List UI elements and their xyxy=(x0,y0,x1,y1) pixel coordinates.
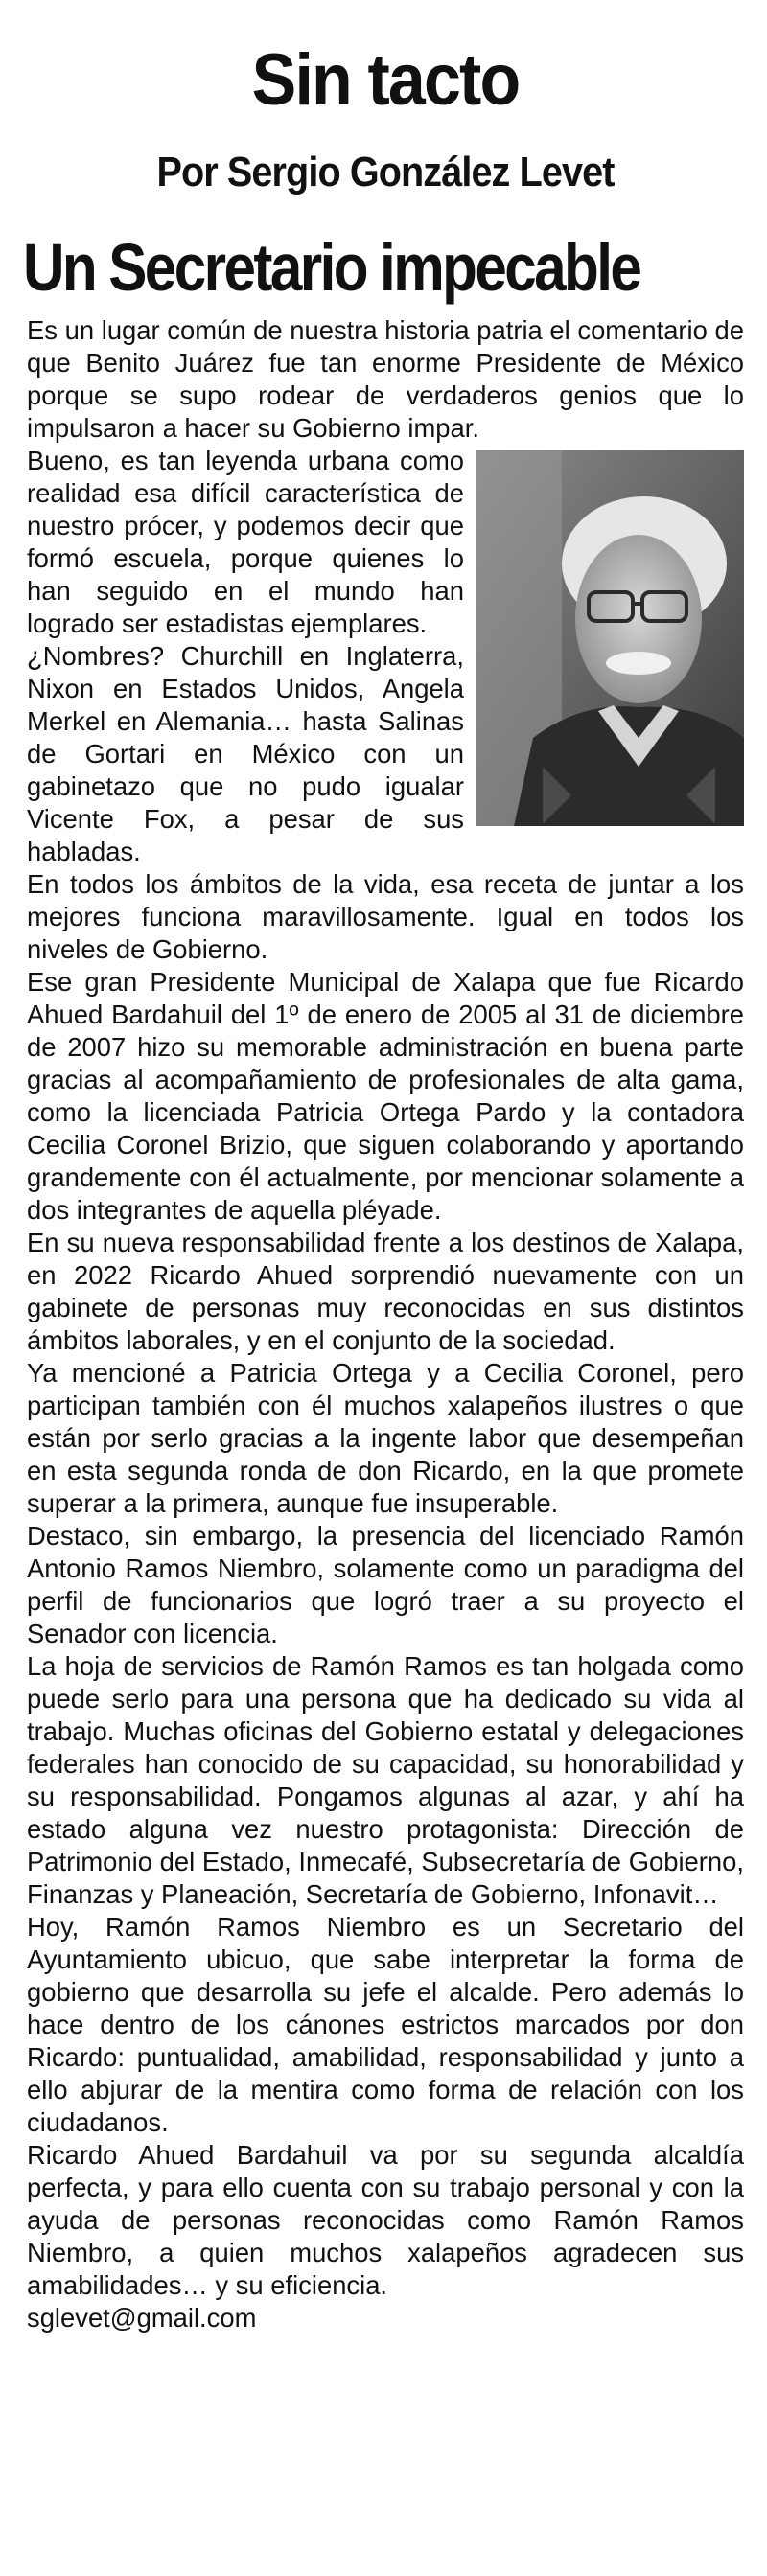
paragraph: Bueno, es tan leyenda urbana como realidad esa difícil característica de nuestro prócer, y podemos decir que formó escuela, porque quienes lo han seguido en el mundo han logrado ser estadistas ejemplares. xyxy=(27,446,464,638)
paragraph: Destaco, sin embargo, la presencia del licenciado Ramón Antonio Ramos Niembro, solamente como un paradigma del perfil de funcionarios que logró traer a su proyecto el Senador con licencia. xyxy=(27,1521,744,1648)
paragraph: La hoja de servicios de Ramón Ramos es tan holgada como puede serlo para una persona que ha dedicado su vida al trabajo. Muchas oficinas del Gobierno estatal y delegaciones federales han conocido de su capacidad, su honorabilidad y su responsabilidad. Pongamos algunas al azar, y ahí ha estado alguna vez nuestro protagonista: Dirección de Patrimonio del Estado, Inmecafé, Subsecretaría de Gobierno, Finanzas y Planeación, Secretaría de Gobierno, Infonavit… xyxy=(27,1651,744,1909)
paragraph: En todos los ámbitos de la vida, esa receta de juntar a los mejores funciona maravillosamente. Igual en todos los niveles de Gobierno. xyxy=(27,869,744,964)
author-email: sglevet@gmail.com xyxy=(27,2303,257,2333)
byline: Por Sergio González Levet xyxy=(156,149,615,196)
paragraph: Ricardo Ahued Bardahuil va por su segunda alcaldía perfecta, y para ello cuenta con su trabajo personal y con la ayuda de personas reconocidas como Ramón Ramos Niembro, a quien muchos xalapeños agradecen sus amabilidades… y su eficiencia. xyxy=(27,2140,744,2300)
author-photo xyxy=(476,450,744,826)
paragraph: ¿Nombres? Churchill en Inglaterra, Nixon en Estados Unidos, Angela Merkel en Alemania… hasta Salinas de Gortari en México con un gabinetazo que no pudo igualar Vicente Fox, a pesar de sus habladas. xyxy=(27,641,464,866)
article-body xyxy=(27,314,744,2334)
paragraph: Ese gran Presidente Municipal de Xalapa que fue Ricardo Ahued Bardahuil del 1º de enero de 2005 al 31 de diciembre de 2007 hizo su memorable administración en buena parte gracias al acompañamiento de profesionales de alta gama, como la licenciada Patricia Ortega Pardo y la contadora Cecilia Coronel Brizio, que siguen colaborando y aportando grandemente con él actualmente, por mencionar solamente a dos integrantes de aquella pléyade. xyxy=(27,967,744,1225)
paragraph: Ya mencioné a Patricia Ortega y a Cecilia Coronel, pero participan también con él muchos xalapeños ilustres o que están por serlo gracias a la ingente labor que desempeñan en esta segunda ronda de don Ricardo, en la que promete superar a la primera, aunque fue insuperable. xyxy=(27,1358,744,1518)
paragraph: En su nueva responsabilidad frente a los destinos de Xalapa, en 2022 Ricardo Ahued sorprendió nuevamente con un gabinete de personas muy reconocidas en sus distintos ámbitos laborales, y en el conjunto de la sociedad. xyxy=(27,1228,744,1355)
article-headline: Un Secretario impecable xyxy=(23,230,640,305)
paragraph: Es un lugar común de nuestra historia patria el comentario de que Benito Juárez fue tan enorme Presidente de México porque se supo rodear de verdaderos genios que lo impulsaron a hacer su Gobierno impar. xyxy=(27,315,744,443)
column-title: Sin tacto xyxy=(251,39,520,121)
paragraph: Hoy, Ramón Ramos Niembro es un Secretario del Ayuntamiento ubicuo, que sabe interpretar la forma de gobierno que desarrolla su jefe el alcalde. Pero además lo hace dentro de los cánones estrictos marcados por don Ricardo: puntualidad, amabilidad, responsabilidad y junto a ello abjurar de la mentira como forma de relación con los ciudadanos. xyxy=(27,1912,744,2137)
